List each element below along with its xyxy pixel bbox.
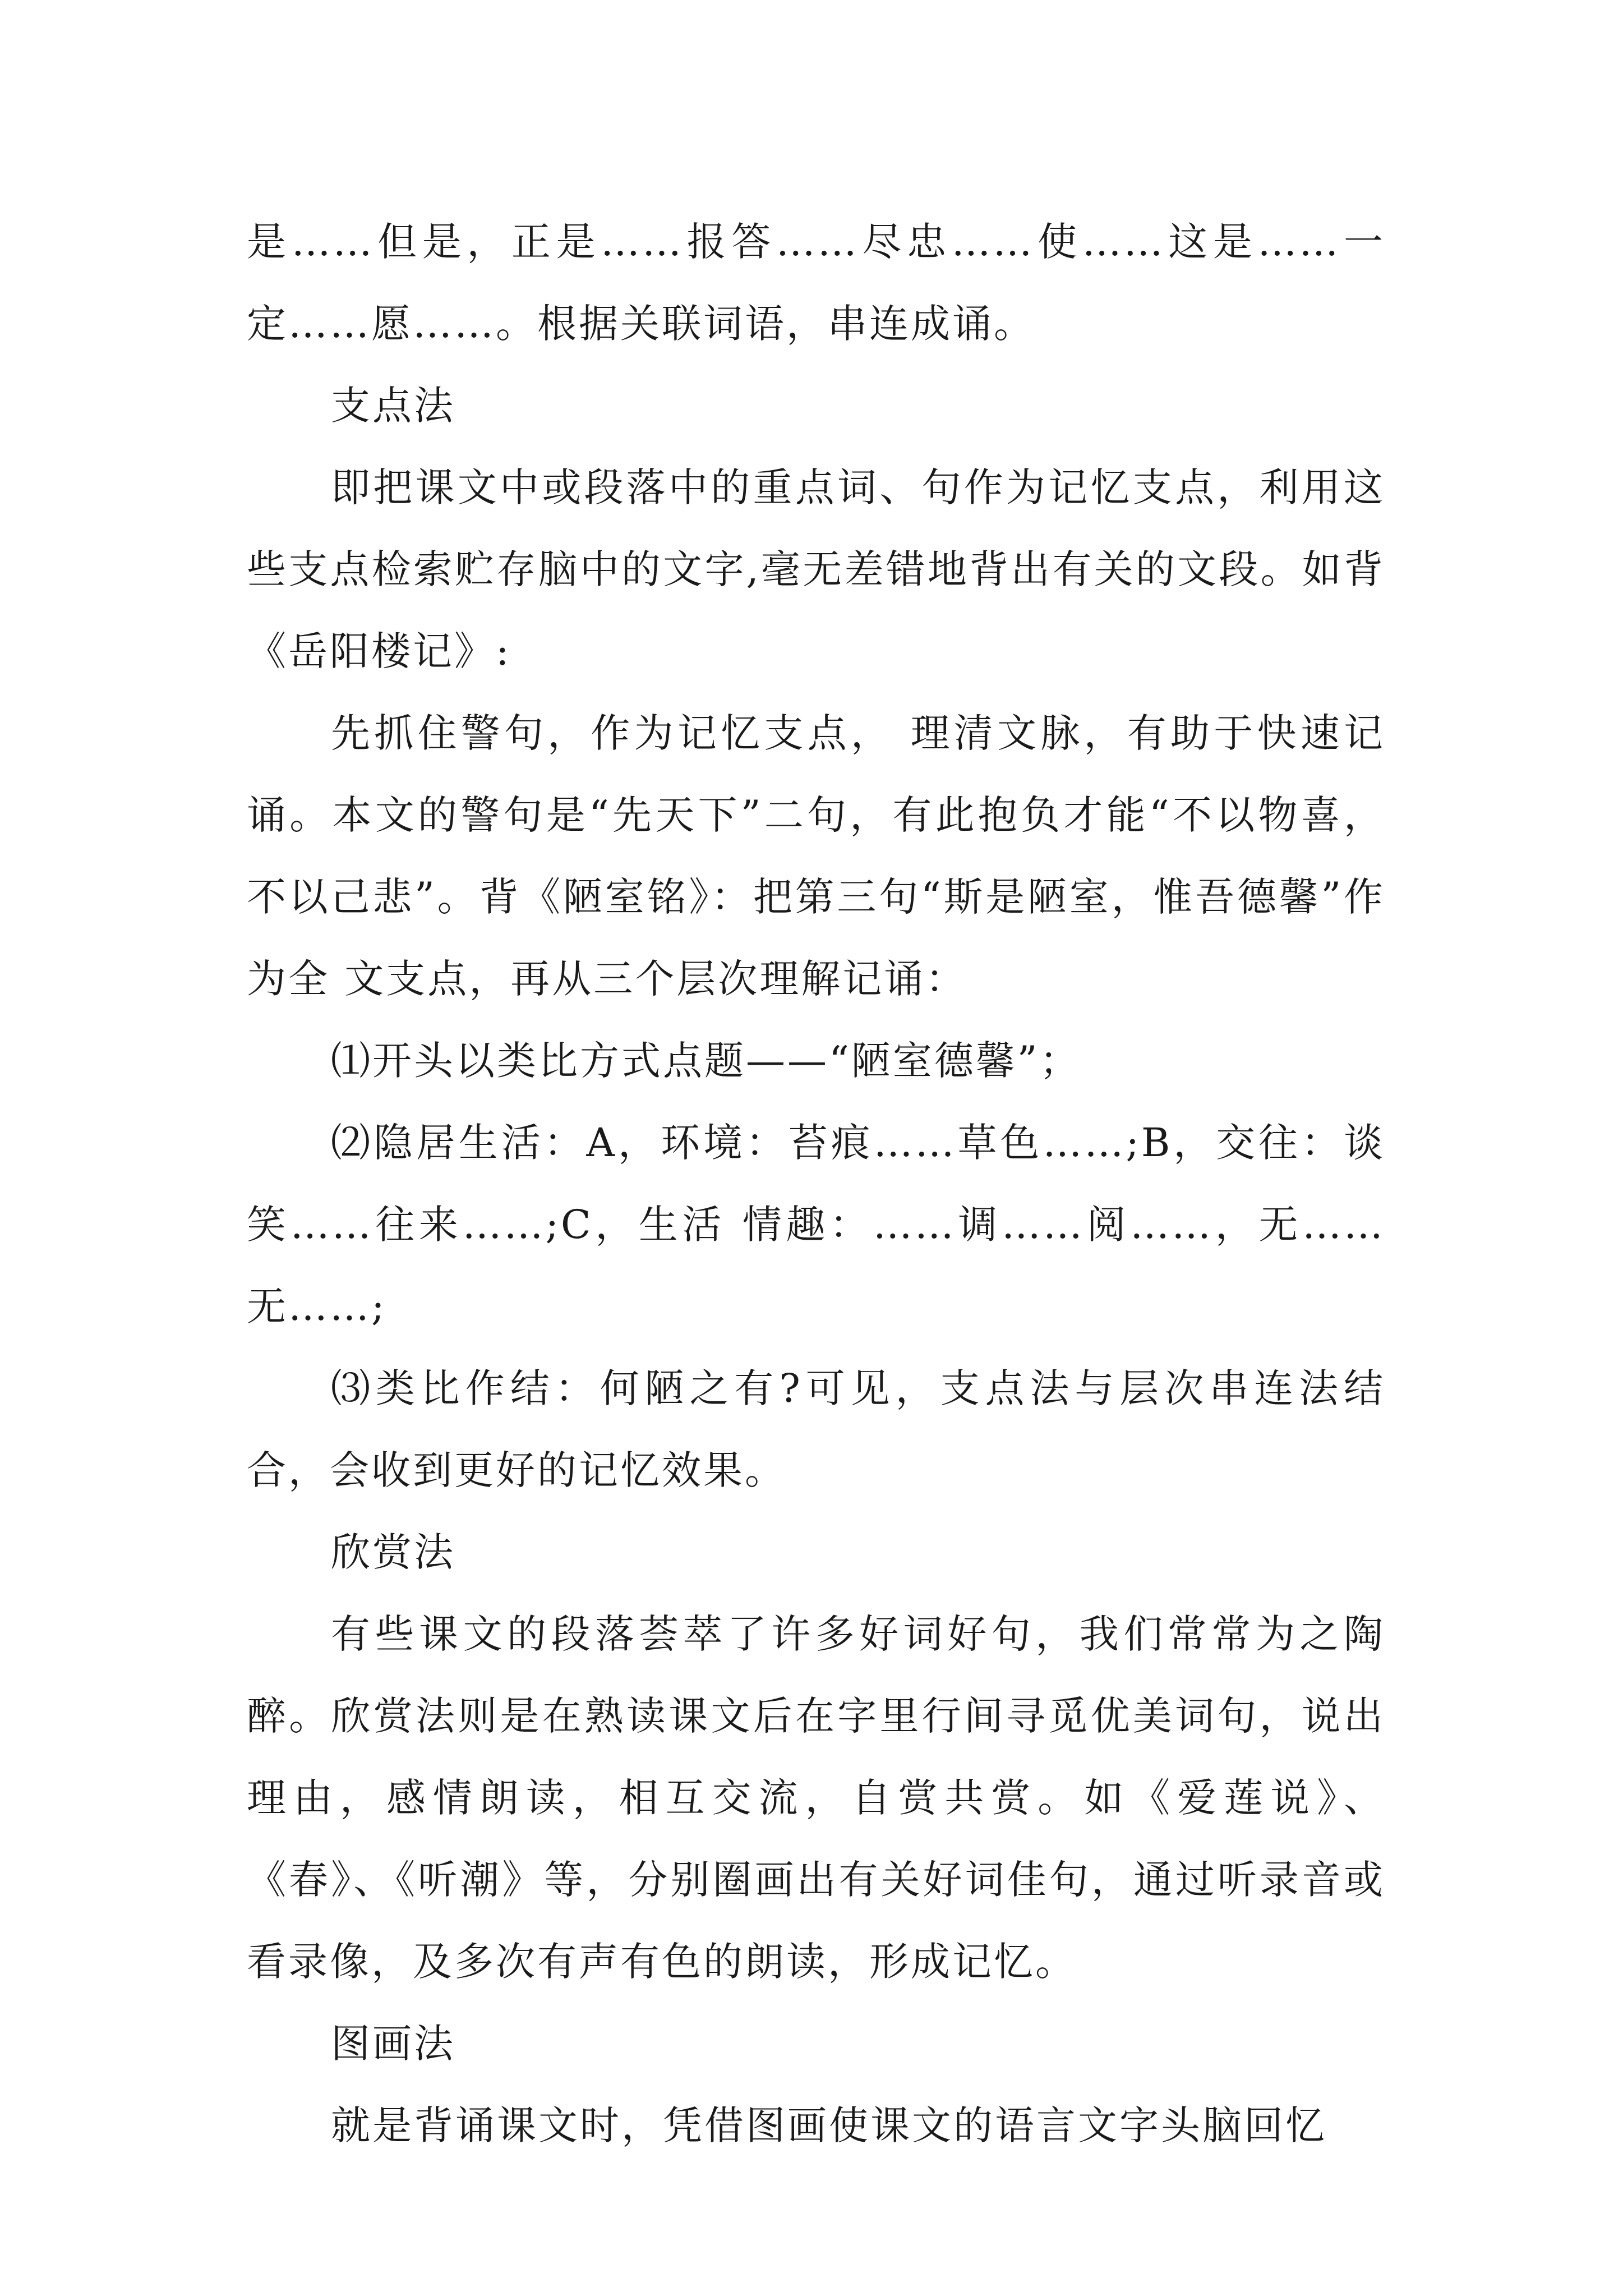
list-item: ⑶类比作结：何陋之有?可见，支点法与层次串连法结合，会收到更好的记忆效果。 [247, 1365, 1385, 1493]
list-item: ⑵隐居生活：A，环境：苔痕……草色……;B，交往：谈笑……往来……;C，生活 情趣：……调……阅……，无……无……; [247, 1120, 1385, 1329]
paragraph-continuation: 是……但是，正是……报答……尽忠……使……这是……一定……愿……。根据关联词语，串连成诵。 [247, 219, 1385, 347]
document-body [247, 201, 1385, 2166]
paragraph: 即把课文中或段落中的重点词、句作为记忆支点，利用这些支点检索贮存脑中的文字,毫无差错地背出有关的文段。如背《岳阳楼记》: [247, 464, 1385, 674]
paragraph: 先抓住警句，作为记忆支点， 理清文脉，有助于快速记诵。本文的警句是“先天下”二句，有此抱负才能“不以物喜，不以己悲”。背《陋室铭》：把第三句“斯是陋室，惟吾德馨”作为全 文支点，再从三个层次理解记诵： [247, 710, 1385, 1002]
paragraph: 就是背诵课文时，凭借图画使课文的语言文字头脑回忆 [331, 2102, 1327, 2148]
list-item: ⑴开头以类比方式点题——“陋室德馨”； [331, 1038, 1081, 1084]
section-heading-zhidian: 支点法 [331, 383, 455, 429]
paragraph: 有些课文的段落荟萃了许多好词好句，我们常常为之陶醉。欣赏法则是在熟读课文后在字里行间寻觅优美词句，说出理由，感情朗读，相互交流，自赏共赏。如《爱莲说》、《春》、《听潮》等，分别圈画出有关好词佳句，通过听录音或看录像，及多次有声有色的朗读，形成记忆。 [247, 1611, 1385, 1985]
section-heading-xinshang: 欣赏法 [331, 1529, 455, 1575]
section-heading-tuhua: 图画法 [331, 2021, 455, 2067]
